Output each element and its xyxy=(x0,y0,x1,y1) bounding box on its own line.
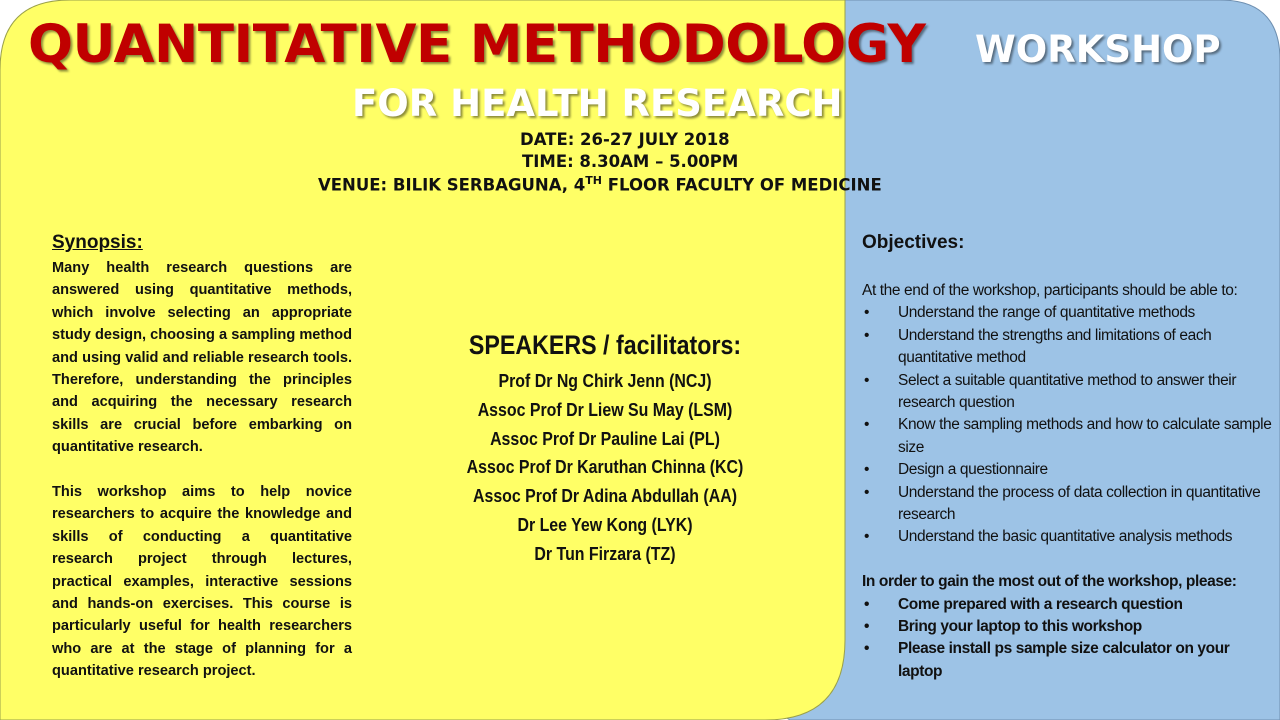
objectives-heading: Objectives: xyxy=(862,232,965,253)
synopsis-paragraph-2: This workshop aims to help novice researchers to acquire the knowledge and skills of conducting a quantitative research project through lectures, practical examples, interactive sessions and hands-on exercises. This course is particularly useful for health researchers who are at the stage of planning for a quantitative research project. xyxy=(52,484,352,680)
synopsis-section xyxy=(52,232,352,683)
venue-suffix: FLOOR FACULTY OF MEDICINE xyxy=(602,175,882,195)
speaker-item: Assoc Prof Dr Adina Abdullah (AA) xyxy=(472,485,737,507)
preparation-list xyxy=(862,594,1277,684)
preparation-intro: In order to gain the most out of the workshop, please: xyxy=(862,573,1237,591)
event-time: TIME: 8.30AM – 5.00PM xyxy=(522,152,739,171)
objective-item: • Understand the strengths and limitations of each quantitative method xyxy=(862,325,1277,370)
preparation-item: • Come prepared with a research question xyxy=(862,594,1277,616)
venue-prefix: VENUE: BILIK SERBAGUNA, 4 xyxy=(318,175,586,195)
title-workshop: WORKSHOP xyxy=(975,28,1221,71)
preparation-item: • Please install ps sample size calculator on your laptop xyxy=(862,638,1277,683)
speaker-item: Prof Dr Ng Chirk Jenn (NCJ) xyxy=(498,370,712,391)
speaker-item: Assoc Prof Dr Karuthan Chinna (KC) xyxy=(466,456,744,478)
objectives-intro: At the end of the workshop, participants should be able to: xyxy=(862,282,1238,299)
objectives-section xyxy=(862,230,1277,683)
speaker-item: Dr Lee Yew Kong (LYK) xyxy=(517,513,693,535)
speaker-item: Assoc Prof Dr Pauline Lai (PL) xyxy=(490,427,720,449)
speakers-heading: SPEAKERS / facilitators: xyxy=(468,330,742,360)
preparation-item: • Bring your laptop to this workshop xyxy=(862,616,1277,638)
synopsis-paragraph-1: Many health research questions are answered using quantitative methods, which involve selecting an appropriate study design, choosing a sampling method and using valid and reliable research tools. Therefore, understanding the principles and acquiring the necessary research skills are crucial before embarking on quantitative research. xyxy=(52,260,353,456)
speakers-section xyxy=(440,330,770,569)
objective-item: • Design a questionnaire xyxy=(862,459,1277,481)
objectives-list xyxy=(862,302,1277,548)
objective-item: • Know the sampling methods and how to calculate sample size xyxy=(862,414,1277,459)
title-for-health-research: FOR HEALTH RESEARCH xyxy=(352,82,843,125)
venue-superscript: TH xyxy=(585,174,603,187)
title-quantitative-methodology: QUANTITATIVE METHODOLOGY xyxy=(28,14,926,75)
synopsis-heading: Synopsis: xyxy=(52,232,143,253)
objective-item: • Understand the range of quantitative methods xyxy=(862,302,1277,324)
speaker-item: Dr Tun Firzara (TZ) xyxy=(534,542,676,564)
speaker-item: Assoc Prof Dr Liew Su May (LSM) xyxy=(477,398,733,420)
objective-item: • Select a suitable quantitative method to answer their research question xyxy=(862,370,1277,415)
objective-item: • Understand the basic quantitative analysis methods xyxy=(862,526,1277,548)
event-venue xyxy=(318,174,882,195)
objective-item: • Understand the process of data collection in quantitative research xyxy=(862,482,1277,527)
event-date: DATE: 26-27 JULY 2018 xyxy=(520,130,730,149)
